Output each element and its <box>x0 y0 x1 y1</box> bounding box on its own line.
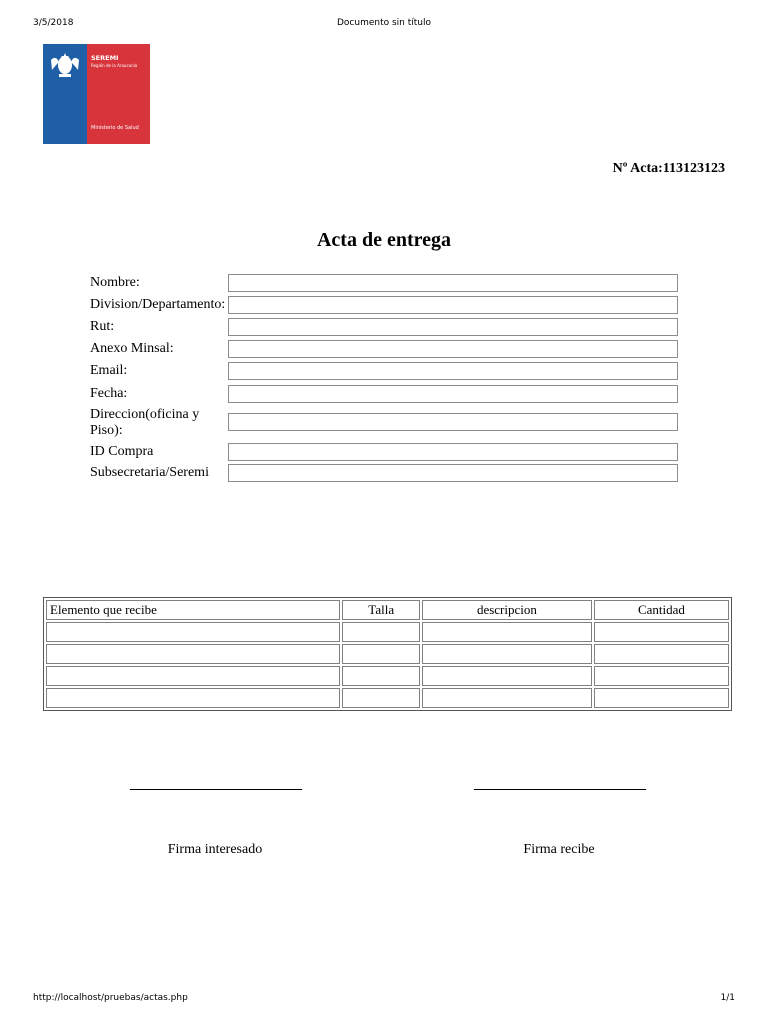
cell-talla[interactable] <box>342 644 420 664</box>
cell-talla[interactable] <box>342 688 420 708</box>
acta-number: Nº Acta:113123123 <box>612 161 725 176</box>
direccion-label: Direccion(oficina y Piso): <box>90 407 200 438</box>
cell-elemento[interactable] <box>46 622 340 642</box>
print-footer <box>0 993 768 1007</box>
signature-label-interesado: Firma interesado <box>167 842 263 857</box>
nombre-label: Nombre: <box>90 275 140 290</box>
nombre-field[interactable] <box>228 274 678 292</box>
cell-descripcion[interactable] <box>422 688 592 708</box>
items-table <box>43 597 732 711</box>
table-row <box>46 666 729 686</box>
division-label: Division/Departamento: <box>90 297 226 312</box>
cell-descripcion[interactable] <box>422 666 592 686</box>
coat-of-arms-icon <box>47 50 83 80</box>
cell-cantidad[interactable] <box>594 622 729 642</box>
header-descripcion: descripcion <box>422 600 592 620</box>
email-field[interactable] <box>228 362 678 380</box>
print-title: Documento sin título <box>336 18 432 28</box>
header-talla: Talla <box>342 600 420 620</box>
cell-talla[interactable] <box>342 666 420 686</box>
logo-text-seremi: SEREMI <box>91 54 119 62</box>
id-compra-field[interactable] <box>228 443 678 461</box>
header-elemento: Elemento que recibe <box>46 600 340 620</box>
email-label: Email: <box>90 363 128 378</box>
print-date: 3/5/2018 <box>33 18 74 28</box>
page-number: 1/1 <box>720 993 735 1003</box>
anexo-field[interactable] <box>228 340 678 358</box>
anexo-label: Anexo Minsal: <box>90 341 174 356</box>
table-row <box>46 688 729 708</box>
signature-line-interesado <box>130 788 302 790</box>
print-url: http://localhost/pruebas/actas.php <box>33 993 188 1003</box>
cell-cantidad[interactable] <box>594 666 729 686</box>
signature-label-recibe: Firma recibe <box>523 842 595 857</box>
id-compra-label: ID Compra <box>90 444 154 459</box>
division-field[interactable] <box>228 296 678 314</box>
fecha-label: Fecha: <box>90 386 128 401</box>
cell-talla[interactable] <box>342 622 420 642</box>
subsecretaria-label: Subsecretaria/Seremi <box>90 465 209 480</box>
table-header-row <box>46 600 729 620</box>
seremi-logo <box>43 44 150 144</box>
table-row <box>46 622 729 642</box>
table-row <box>46 644 729 664</box>
header-cantidad: Cantidad <box>594 600 729 620</box>
logo-text-ministerio: Ministerio de Salud <box>91 125 139 131</box>
direccion-field[interactable] <box>228 413 678 431</box>
print-header <box>0 18 768 32</box>
cell-elemento[interactable] <box>46 688 340 708</box>
cell-cantidad[interactable] <box>594 644 729 664</box>
cell-descripcion[interactable] <box>422 622 592 642</box>
rut-label: Rut: <box>90 319 115 334</box>
logo-text-region: Región de la Araucanía <box>91 63 138 68</box>
fecha-field[interactable] <box>228 385 678 403</box>
rut-field[interactable] <box>228 318 678 336</box>
cell-cantidad[interactable] <box>594 688 729 708</box>
page-title: Acta de entrega <box>316 229 452 251</box>
cell-elemento[interactable] <box>46 644 340 664</box>
signature-line-recibe <box>474 788 646 790</box>
cell-elemento[interactable] <box>46 666 340 686</box>
cell-descripcion[interactable] <box>422 644 592 664</box>
subsecretaria-field[interactable] <box>228 464 678 482</box>
